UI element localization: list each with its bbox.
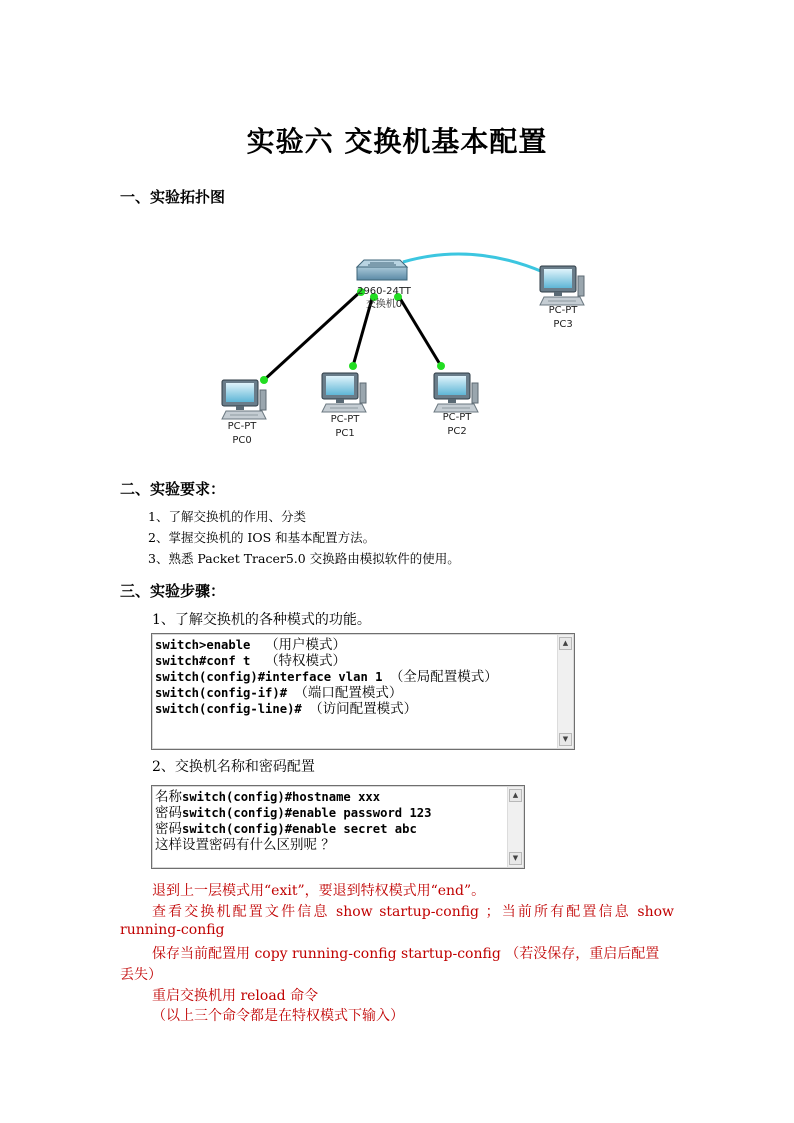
requirement-item: 1、了解交换机的作用、分类: [148, 509, 306, 524]
pc-icon: [434, 373, 478, 412]
code-line: 密码switch(config)#enable password 123: [155, 805, 432, 821]
step2-label: 2、交换机名称和密码配置: [152, 759, 315, 775]
scrollbar[interactable]: [557, 635, 573, 748]
console-link: [403, 254, 543, 272]
pc0-type-label: PC-PT: [227, 421, 257, 432]
pc1-type-label: PC-PT: [330, 414, 360, 425]
scrollbar[interactable]: [507, 787, 523, 867]
switch-model-label: 2960-24TT: [357, 286, 411, 297]
step1-label: 1、了解交换机的各种模式的功能。: [152, 612, 371, 628]
note-reload: 重启交换机用 reload 命令: [152, 988, 319, 1004]
code-line: switch(config)#interface vlan 1 （全局配置模式）: [155, 669, 498, 685]
code-line: switch(config-line)# （访问配置模式）: [155, 701, 418, 717]
scroll-up-icon[interactable]: ▲: [509, 789, 522, 802]
code-line: 这样设置密码有什么区别呢 ？: [155, 837, 335, 853]
section-heading-requirements: 二、实验要求：: [120, 480, 226, 498]
requirement-item: 3、熟悉 Packet Tracer5.0 交换路由模拟软件的使用。: [148, 551, 460, 566]
pc-icon: [222, 380, 266, 419]
note-privileged-mode: （以上三个命令都是在特权模式下输入）: [152, 1008, 404, 1024]
section-heading-topology: 一、实验拓扑图: [120, 188, 226, 206]
mode-commands-code: [155, 637, 498, 717]
pc0-name-label: PC0: [232, 435, 252, 446]
page-title: 实验六 交换机基本配置: [246, 125, 548, 158]
scroll-up-icon[interactable]: ▲: [559, 637, 572, 650]
note-save-line1: 保存当前配置用 copy running-config startup-config （若没保存，重启后配置: [152, 946, 660, 962]
password-config-terminal: [151, 785, 525, 869]
pc-icon: [322, 373, 366, 412]
pc3-type-label: PC-PT: [548, 305, 578, 316]
mode-commands-terminal: [151, 633, 575, 750]
code-line: 密码switch(config)#enable secret abc: [155, 821, 417, 837]
link-status-dot: [349, 362, 357, 370]
note-show-line2: running-config: [120, 922, 225, 938]
code-line: switch>enable （用户模式）: [155, 637, 347, 653]
note-save-line2: 丢失）: [120, 967, 162, 983]
link-pc2: [398, 295, 441, 366]
link-status-dot: [260, 376, 268, 384]
password-config-code: [155, 789, 431, 853]
switch-icon: [357, 260, 407, 280]
section-heading-steps: 三、实验步骤：: [120, 582, 226, 600]
note-show-line1: 查看交换机配置文件信息 show startup-config ；当前所有配置信息 show: [152, 904, 674, 920]
pc3-name-label: PC3: [553, 319, 573, 330]
topology-diagram: [200, 240, 620, 455]
code-line: 名称switch(config)#hostname xxx: [155, 789, 381, 805]
pc-icon: [540, 266, 584, 305]
scroll-down-icon[interactable]: ▼: [559, 733, 572, 746]
link-pc0: [264, 292, 360, 380]
link-status-dot: [437, 362, 445, 370]
pc2-name-label: PC2: [447, 426, 467, 437]
code-line: switch(config-if)# （端口配置模式）: [155, 685, 403, 701]
note-exit: 退到上一层模式用“exit”，要退到特权模式用“end”。: [152, 883, 486, 899]
pc1-name-label: PC1: [335, 428, 355, 439]
requirement-item: 2、掌握交换机的 IOS 和基本配置方法。: [148, 530, 376, 545]
pc2-type-label: PC-PT: [442, 412, 472, 423]
code-line: switch#conf t （特权模式）: [155, 653, 347, 669]
scroll-down-icon[interactable]: ▼: [509, 852, 522, 865]
switch-name-label: 交换机0: [365, 299, 403, 310]
